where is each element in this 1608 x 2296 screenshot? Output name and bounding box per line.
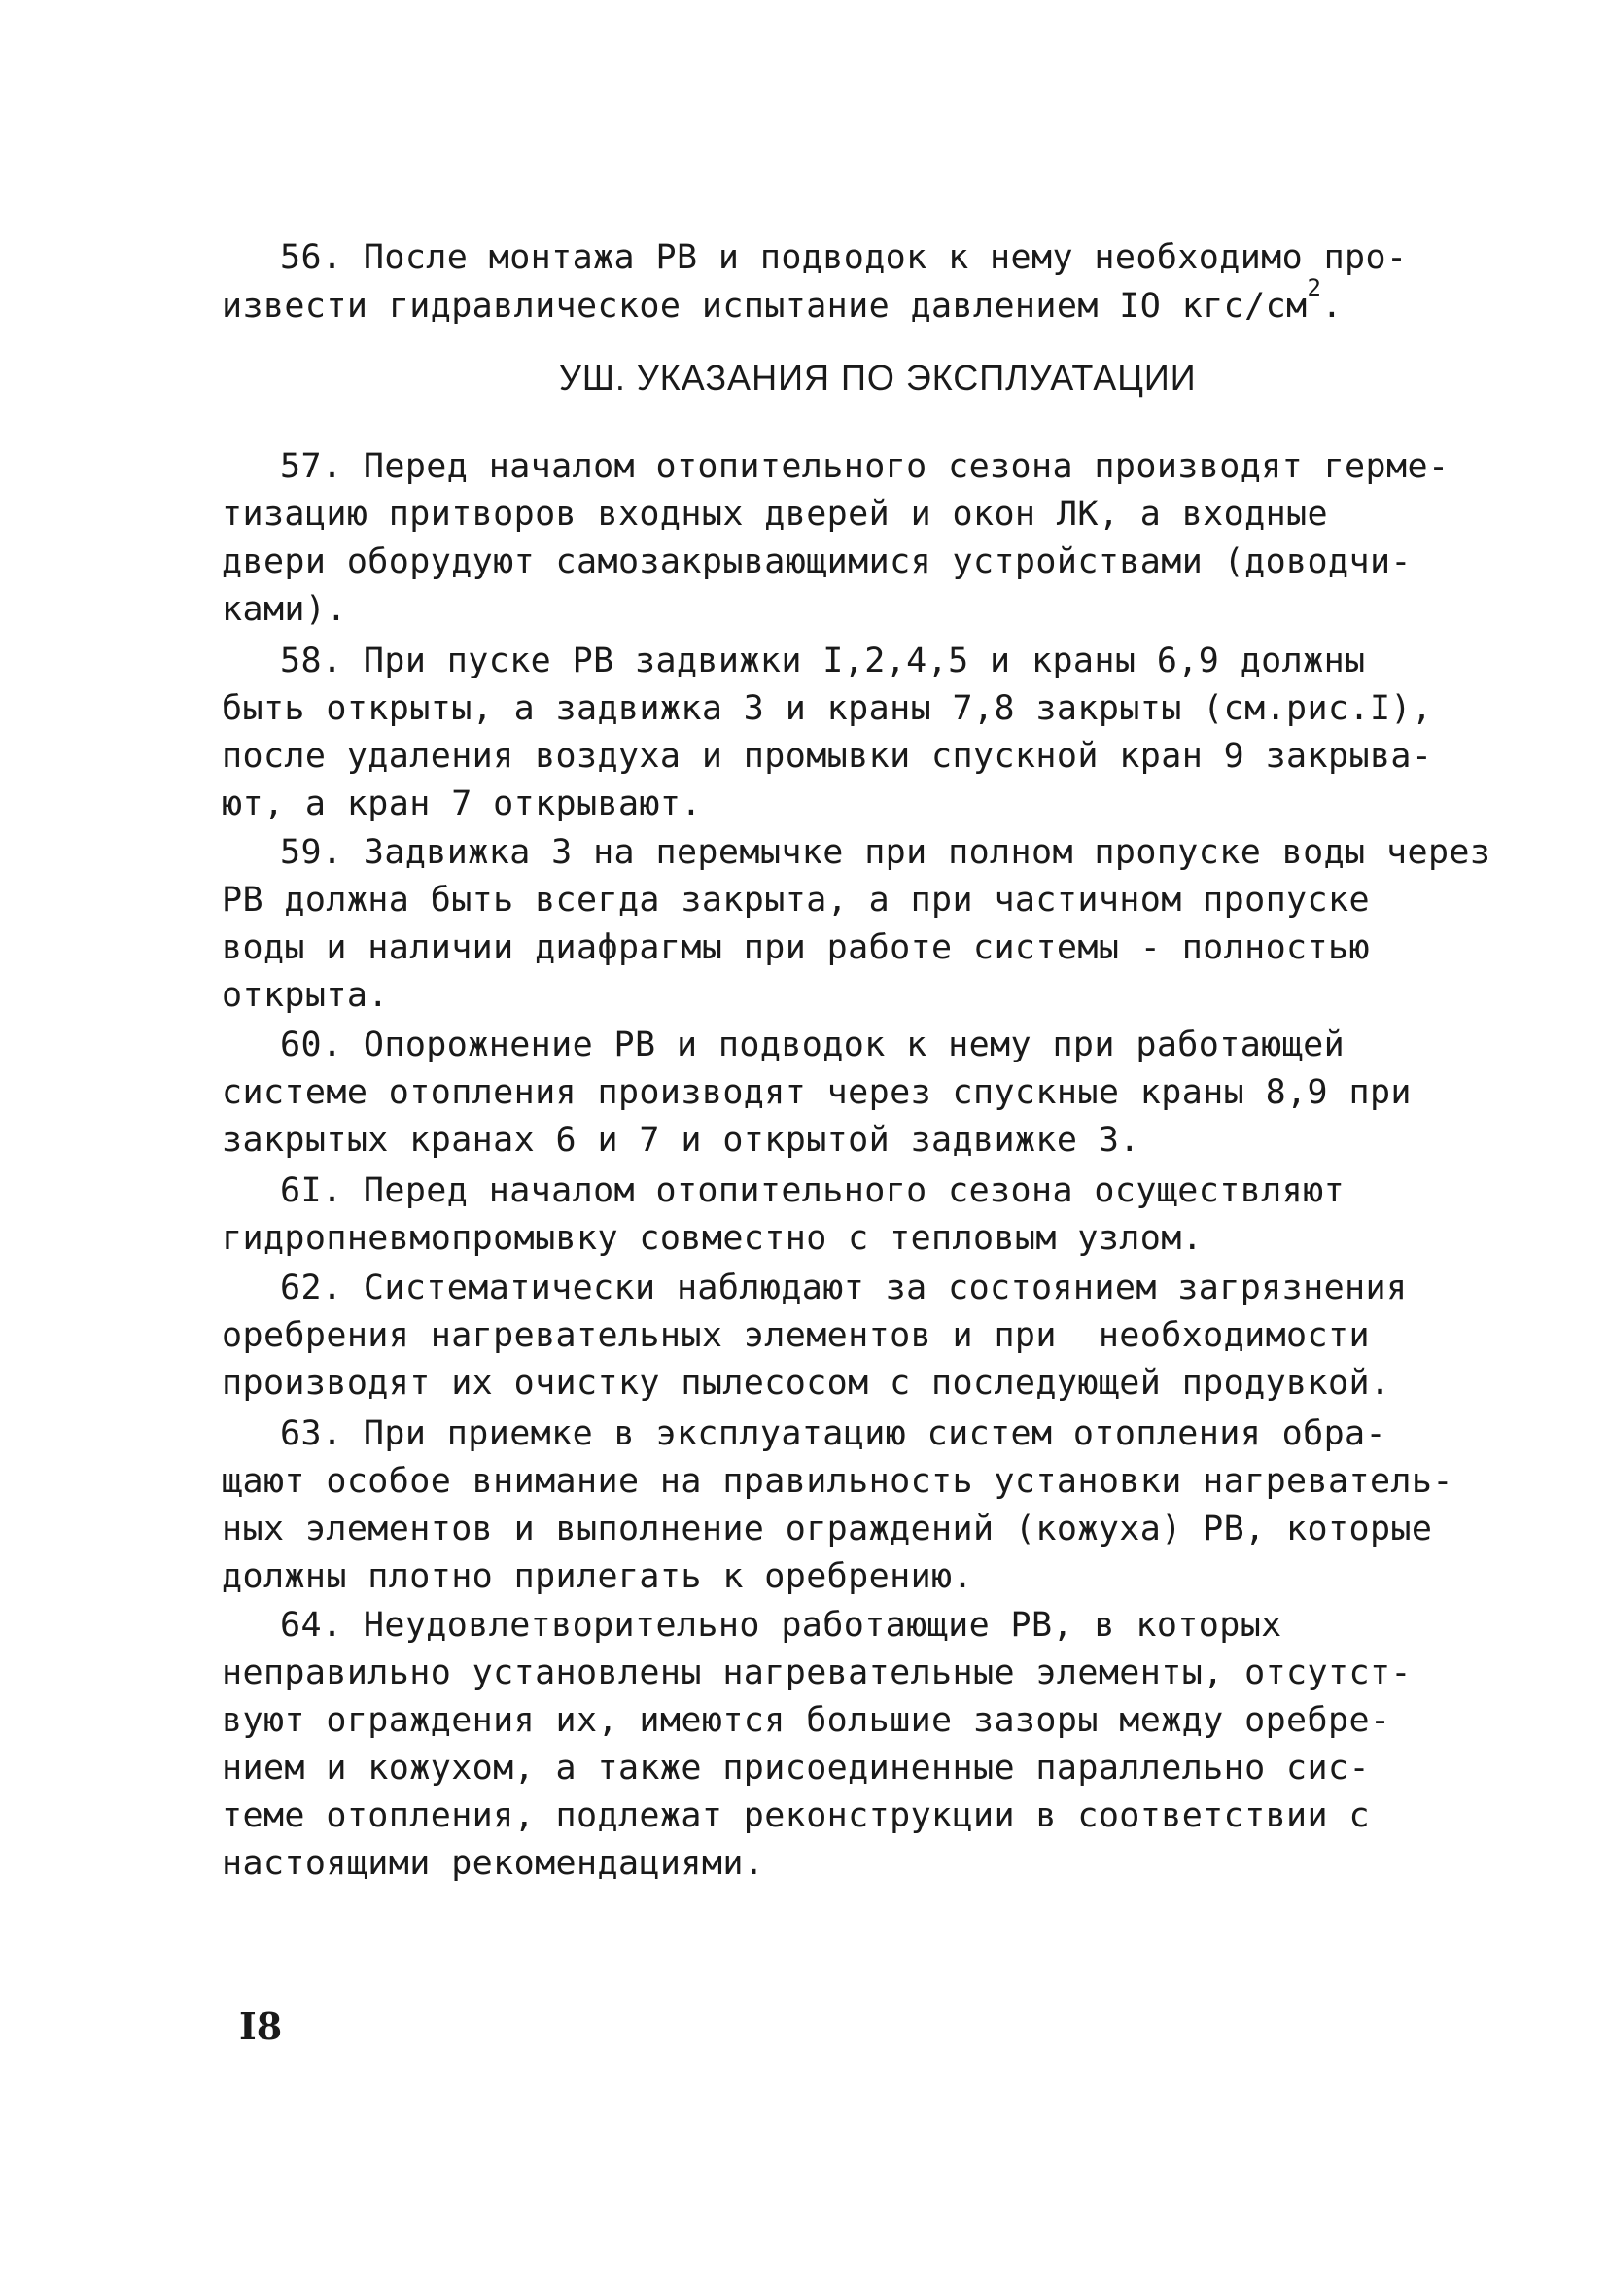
text-line: теме отопления, подлежат реконструкции в соответствии с — [222, 1796, 1370, 1835]
text-line: вуют ограждения их, имеются большие зазоры между оребре- — [222, 1701, 1391, 1740]
text-line: 59. Задвижка 3 на перемычке при полном пропуске воды через — [280, 833, 1491, 872]
text-line: 58. При пуске РВ задвижки I,2,4,5 и краны 6,9 должны — [280, 642, 1366, 680]
text-line — [222, 274, 1343, 333]
text-line: тизацию притворов входных дверей и окон ЛК, а входные — [222, 495, 1329, 534]
text-line: ют, а кран 7 открывают. — [222, 784, 702, 823]
text-line: двери оборудуют самозакрывающимися устройствами (доводчи- — [222, 542, 1412, 581]
text-line: 62. Систематически наблюдают за состоянием загрязнения — [280, 1269, 1408, 1307]
text-line: ками). — [222, 590, 347, 629]
text-line: нием и кожухом, а также присоединенные параллельно сис- — [222, 1749, 1370, 1788]
text-line: РВ должна быть всегда закрыта, а при частичном пропуске — [222, 881, 1370, 920]
text-line: ных элементов и выполнение ограждений (кожуха) РВ, которые — [222, 1510, 1433, 1548]
text-line: 64. Неудовлетворительно работающие РВ, в которых — [280, 1606, 1282, 1645]
text-line: 63. При приемке в эксплуатацию систем отопления обра- — [280, 1414, 1387, 1453]
text-line: системе отопления производят через спускные краны 8,9 при — [222, 1073, 1412, 1112]
text-line: быть открыты, а задвижка 3 и краны 7,8 закрыты (см.рис.I), — [222, 689, 1433, 728]
text-span: извести гидравлическое испытание давлением IO кгс/см — [222, 287, 1308, 326]
text-line: открыта. — [222, 976, 389, 1015]
text-line: воды и наличии диафрагмы при работе системы - полностью — [222, 928, 1370, 967]
text-line: оребрения нагревательных элементов и при необходимости — [222, 1316, 1370, 1355]
section-heading: УШ. УКАЗАНИЯ ПО ЭКСПЛУАТАЦИИ — [559, 358, 1197, 398]
text-line: должны плотно прилегать к оребрению. — [222, 1557, 973, 1596]
text-line: 56. После монтажа РВ и подводок к нему необходимо про- — [280, 238, 1408, 277]
text-line: 57. Перед началом отопительного сезона производят герме- — [280, 447, 1450, 486]
text-line: 60. Опорожнение РВ и подводок к нему при работающей — [280, 1026, 1346, 1064]
text-line: закрытых кранах 6 и 7 и открытой задвижке 3. — [222, 1121, 1140, 1160]
text-line: настоящими рекомендациями. — [222, 1844, 765, 1883]
text-span: . — [1321, 287, 1343, 326]
superscript: 2 — [1307, 274, 1322, 301]
text-line: после удаления воздуха и промывки спускной кран 9 закрыва- — [222, 737, 1433, 776]
text-line: 6I. Перед началом отопительного сезона осуществляют — [280, 1171, 1346, 1210]
text-line: производят их очистку пылесосом с последующей продувкой. — [222, 1364, 1391, 1403]
text-line: неправильно установлены нагревательные элементы, отсутст- — [222, 1653, 1412, 1692]
text-line: щают особое внимание на правильность установки нагреватель- — [222, 1462, 1453, 1501]
page-number: I8 — [239, 2004, 283, 2048]
text-line: гидропневмопромывку совместно с тепловым узлом. — [222, 1219, 1204, 1258]
